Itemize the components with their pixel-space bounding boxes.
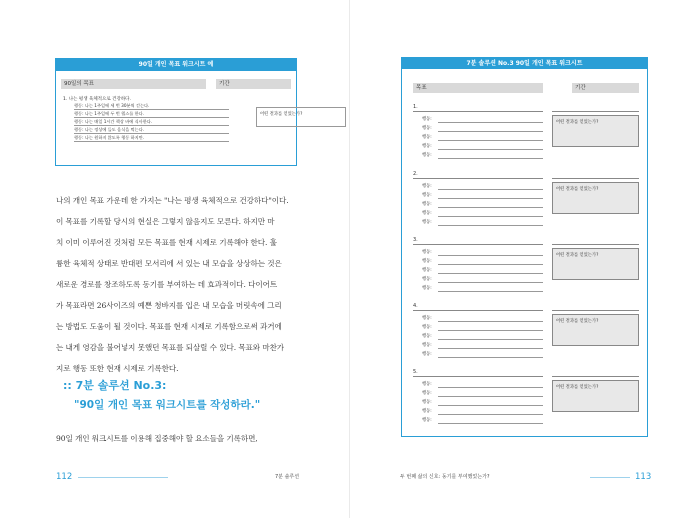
action-line	[438, 387, 543, 388]
action-row	[422, 267, 543, 275]
result-box: 어떤 결과를 얻었는가?	[552, 248, 639, 280]
action-label: 행동:	[422, 352, 432, 357]
action-label: 행동:	[74, 135, 84, 140]
example-action-row	[74, 135, 229, 142]
action-line	[438, 131, 543, 132]
action-row	[422, 219, 543, 227]
goal-line	[413, 244, 543, 245]
action-line	[438, 149, 543, 150]
action-text: 나는 1주일에 두 번 헬스를 한다.	[84, 111, 145, 116]
action-line	[438, 405, 543, 406]
goal-line	[413, 310, 543, 311]
action-line	[438, 264, 543, 265]
period-line	[552, 244, 639, 245]
action-row	[422, 210, 543, 218]
action-line	[438, 414, 543, 415]
action-line	[438, 207, 543, 208]
section-number: 3.	[413, 237, 418, 243]
action-row	[422, 125, 543, 133]
action-label: 행동:	[422, 184, 432, 189]
action-label: 행동:	[74, 103, 84, 108]
body-line: 가 목표라면 26사이즈의 예쁜 청바지를 입은 내 모습을 머릿속에 그리	[56, 301, 282, 310]
action-label: 행동:	[422, 409, 432, 414]
example-action-row	[74, 119, 229, 126]
result-box: 어떤 결과를 얻었는가?	[552, 314, 639, 346]
example-worksheet-title: 90일 개인 목표 워크시트 예	[56, 59, 296, 71]
action-label: 행동:	[422, 153, 432, 158]
action-text: 나는 매일 1시간 책상 바에 식사한다.	[84, 119, 153, 124]
closing-line: 90일 개인 워크시트를 이용해 집중해야 할 요소들을 기록하면,	[56, 434, 258, 443]
action-label: 행동:	[422, 220, 432, 225]
action-line	[438, 330, 543, 331]
action-label: 행동:	[74, 119, 84, 124]
footer-rule	[590, 477, 630, 478]
action-row	[422, 390, 543, 398]
example-goal-header: 90일의 목표	[61, 79, 206, 89]
action-line	[438, 273, 543, 274]
solution-heading: :: 7분 솔루션 No.3:	[63, 379, 167, 392]
page-number: 113	[635, 472, 652, 482]
action-line	[438, 216, 543, 217]
solution-subheading: "90일 개인 목표 워크시트를 작성하라."	[74, 399, 261, 411]
action-row	[422, 192, 543, 200]
footer-text: 7분 솔루션	[275, 474, 300, 480]
section-number: 2.	[413, 171, 418, 177]
example-action-row	[74, 103, 229, 110]
action-label: 행동:	[422, 316, 432, 321]
action-text: 나는 원하지 않도록 행동 하지만.	[84, 135, 145, 140]
action-row	[422, 276, 543, 284]
action-row	[422, 152, 543, 160]
period-line	[552, 376, 639, 377]
action-line	[438, 282, 543, 283]
action-line	[438, 357, 543, 358]
action-label: 행동:	[422, 391, 432, 396]
action-row	[422, 351, 543, 359]
body-line: 는 방법도 도움이 될 것이다. 목표를 현재 시제로 기록함으로써 과거에	[56, 322, 282, 331]
action-label: 행동:	[422, 126, 432, 131]
period-line	[552, 178, 639, 179]
action-label: 행동:	[422, 193, 432, 198]
action-row	[422, 381, 543, 389]
action-label: 행동:	[422, 259, 432, 264]
example-worksheet	[55, 58, 303, 166]
result-box: 어떤 결과를 얻었는가?	[552, 380, 639, 412]
action-label: 행동:	[74, 127, 84, 132]
action-label: 행동:	[422, 268, 432, 273]
action-row	[422, 116, 543, 124]
action-row	[422, 324, 543, 332]
action-line	[438, 255, 543, 256]
worksheet-period-header: 기간	[572, 83, 639, 93]
action-label: 행동:	[422, 211, 432, 216]
action-label: 행동:	[422, 117, 432, 122]
page-number: 112	[56, 472, 73, 482]
body-line: 지로 행동 또한 현재 시제로 기록한다.	[56, 364, 179, 373]
action-row	[422, 315, 543, 323]
action-line	[438, 225, 543, 226]
action-text: 나는 1주일에 세 번 30분씩 걷는다.	[84, 103, 150, 108]
section-number: 1.	[413, 104, 418, 110]
action-row	[422, 201, 543, 209]
action-line	[438, 396, 543, 397]
action-row	[422, 417, 543, 425]
action-label: 행동:	[422, 334, 432, 339]
action-row	[422, 408, 543, 416]
example-period-header: 기간	[216, 79, 291, 89]
worksheet-section	[402, 303, 649, 367]
result-box: 어떤 결과를 얻었는가?	[552, 115, 639, 147]
body-line: 륭한 육체적 상태로 반대편 모서리에 서 있는 내 모습을 상상하는 것은	[56, 259, 282, 268]
worksheet-section	[402, 171, 649, 235]
worksheet-title: 7분 솔루션 No.3 90일 개인 목표 워크시트	[402, 58, 647, 69]
action-row	[422, 143, 543, 151]
period-line	[552, 111, 639, 112]
action-line	[438, 158, 543, 159]
body-line: 새로운 경로를 창조하도록 동기를 부여하는 데 효과적이다. 다이어트	[56, 280, 278, 289]
action-line	[438, 348, 543, 349]
action-line	[438, 140, 543, 141]
action-row	[422, 333, 543, 341]
example-result-box: 어떤 결과를 얻었는가?	[256, 107, 346, 127]
action-label: 행동:	[422, 400, 432, 405]
action-label: 행동:	[74, 111, 84, 116]
action-row	[422, 258, 543, 266]
period-line	[552, 310, 639, 311]
worksheet-section	[402, 104, 649, 168]
action-row	[422, 134, 543, 142]
example-action-row	[74, 111, 229, 118]
footer-text: 두 번째 삶의 신호: 동기를 부여했었는가?	[400, 474, 490, 480]
action-line	[438, 321, 543, 322]
worksheet-goal-header: 목표	[413, 83, 543, 93]
action-text: 나는 정상에 들도 음식을 먹는다.	[84, 127, 145, 132]
action-row	[422, 342, 543, 350]
action-row	[422, 285, 543, 293]
action-label: 행동:	[422, 286, 432, 291]
action-label: 행동:	[422, 202, 432, 207]
action-label: 행동:	[422, 325, 432, 330]
action-line	[438, 189, 543, 190]
worksheet-section	[402, 237, 649, 301]
action-line	[438, 122, 543, 123]
action-label: 행동:	[422, 418, 432, 423]
action-row	[422, 249, 543, 257]
action-row	[422, 183, 543, 191]
action-label: 행동:	[422, 250, 432, 255]
action-row	[422, 399, 543, 407]
action-label: 행동:	[422, 144, 432, 149]
body-line: 치 이미 이루어진 것처럼 모든 목표를 현재 시제로 기록해야 한다. 훌	[56, 238, 277, 247]
action-label: 행동:	[422, 277, 432, 282]
section-number: 4.	[413, 303, 418, 309]
goal-line	[413, 111, 543, 112]
example-goal-text: 1. 나는 평생 육체적으로 건강하다.	[63, 97, 131, 102]
body-line: 이 목표를 기록할 당시의 현실은 그렇지 않음지도 모른다. 하지만 마	[56, 217, 275, 226]
action-line	[438, 423, 543, 424]
body-line: 는 내게 영감을 불어넣지 못했던 목표를 되살릴 수 있다. 목표와 마찬가	[56, 343, 285, 352]
action-line	[438, 339, 543, 340]
worksheet-section	[402, 369, 649, 433]
action-label: 행동:	[422, 343, 432, 348]
goal-line	[413, 178, 543, 179]
action-label: 행동:	[422, 382, 432, 387]
action-line	[438, 291, 543, 292]
section-number: 5.	[413, 369, 418, 375]
example-action-row	[74, 127, 229, 134]
result-box: 어떤 결과를 얻었는가?	[552, 182, 639, 214]
goal-line	[413, 376, 543, 377]
action-line	[438, 198, 543, 199]
action-label: 행동:	[422, 135, 432, 140]
footer-rule	[78, 477, 168, 478]
blank-worksheet	[401, 57, 648, 437]
body-line: 나의 개인 목표 가운데 한 가지는 "나는 평생 육체적으로 건강하다"이다.	[56, 196, 289, 205]
